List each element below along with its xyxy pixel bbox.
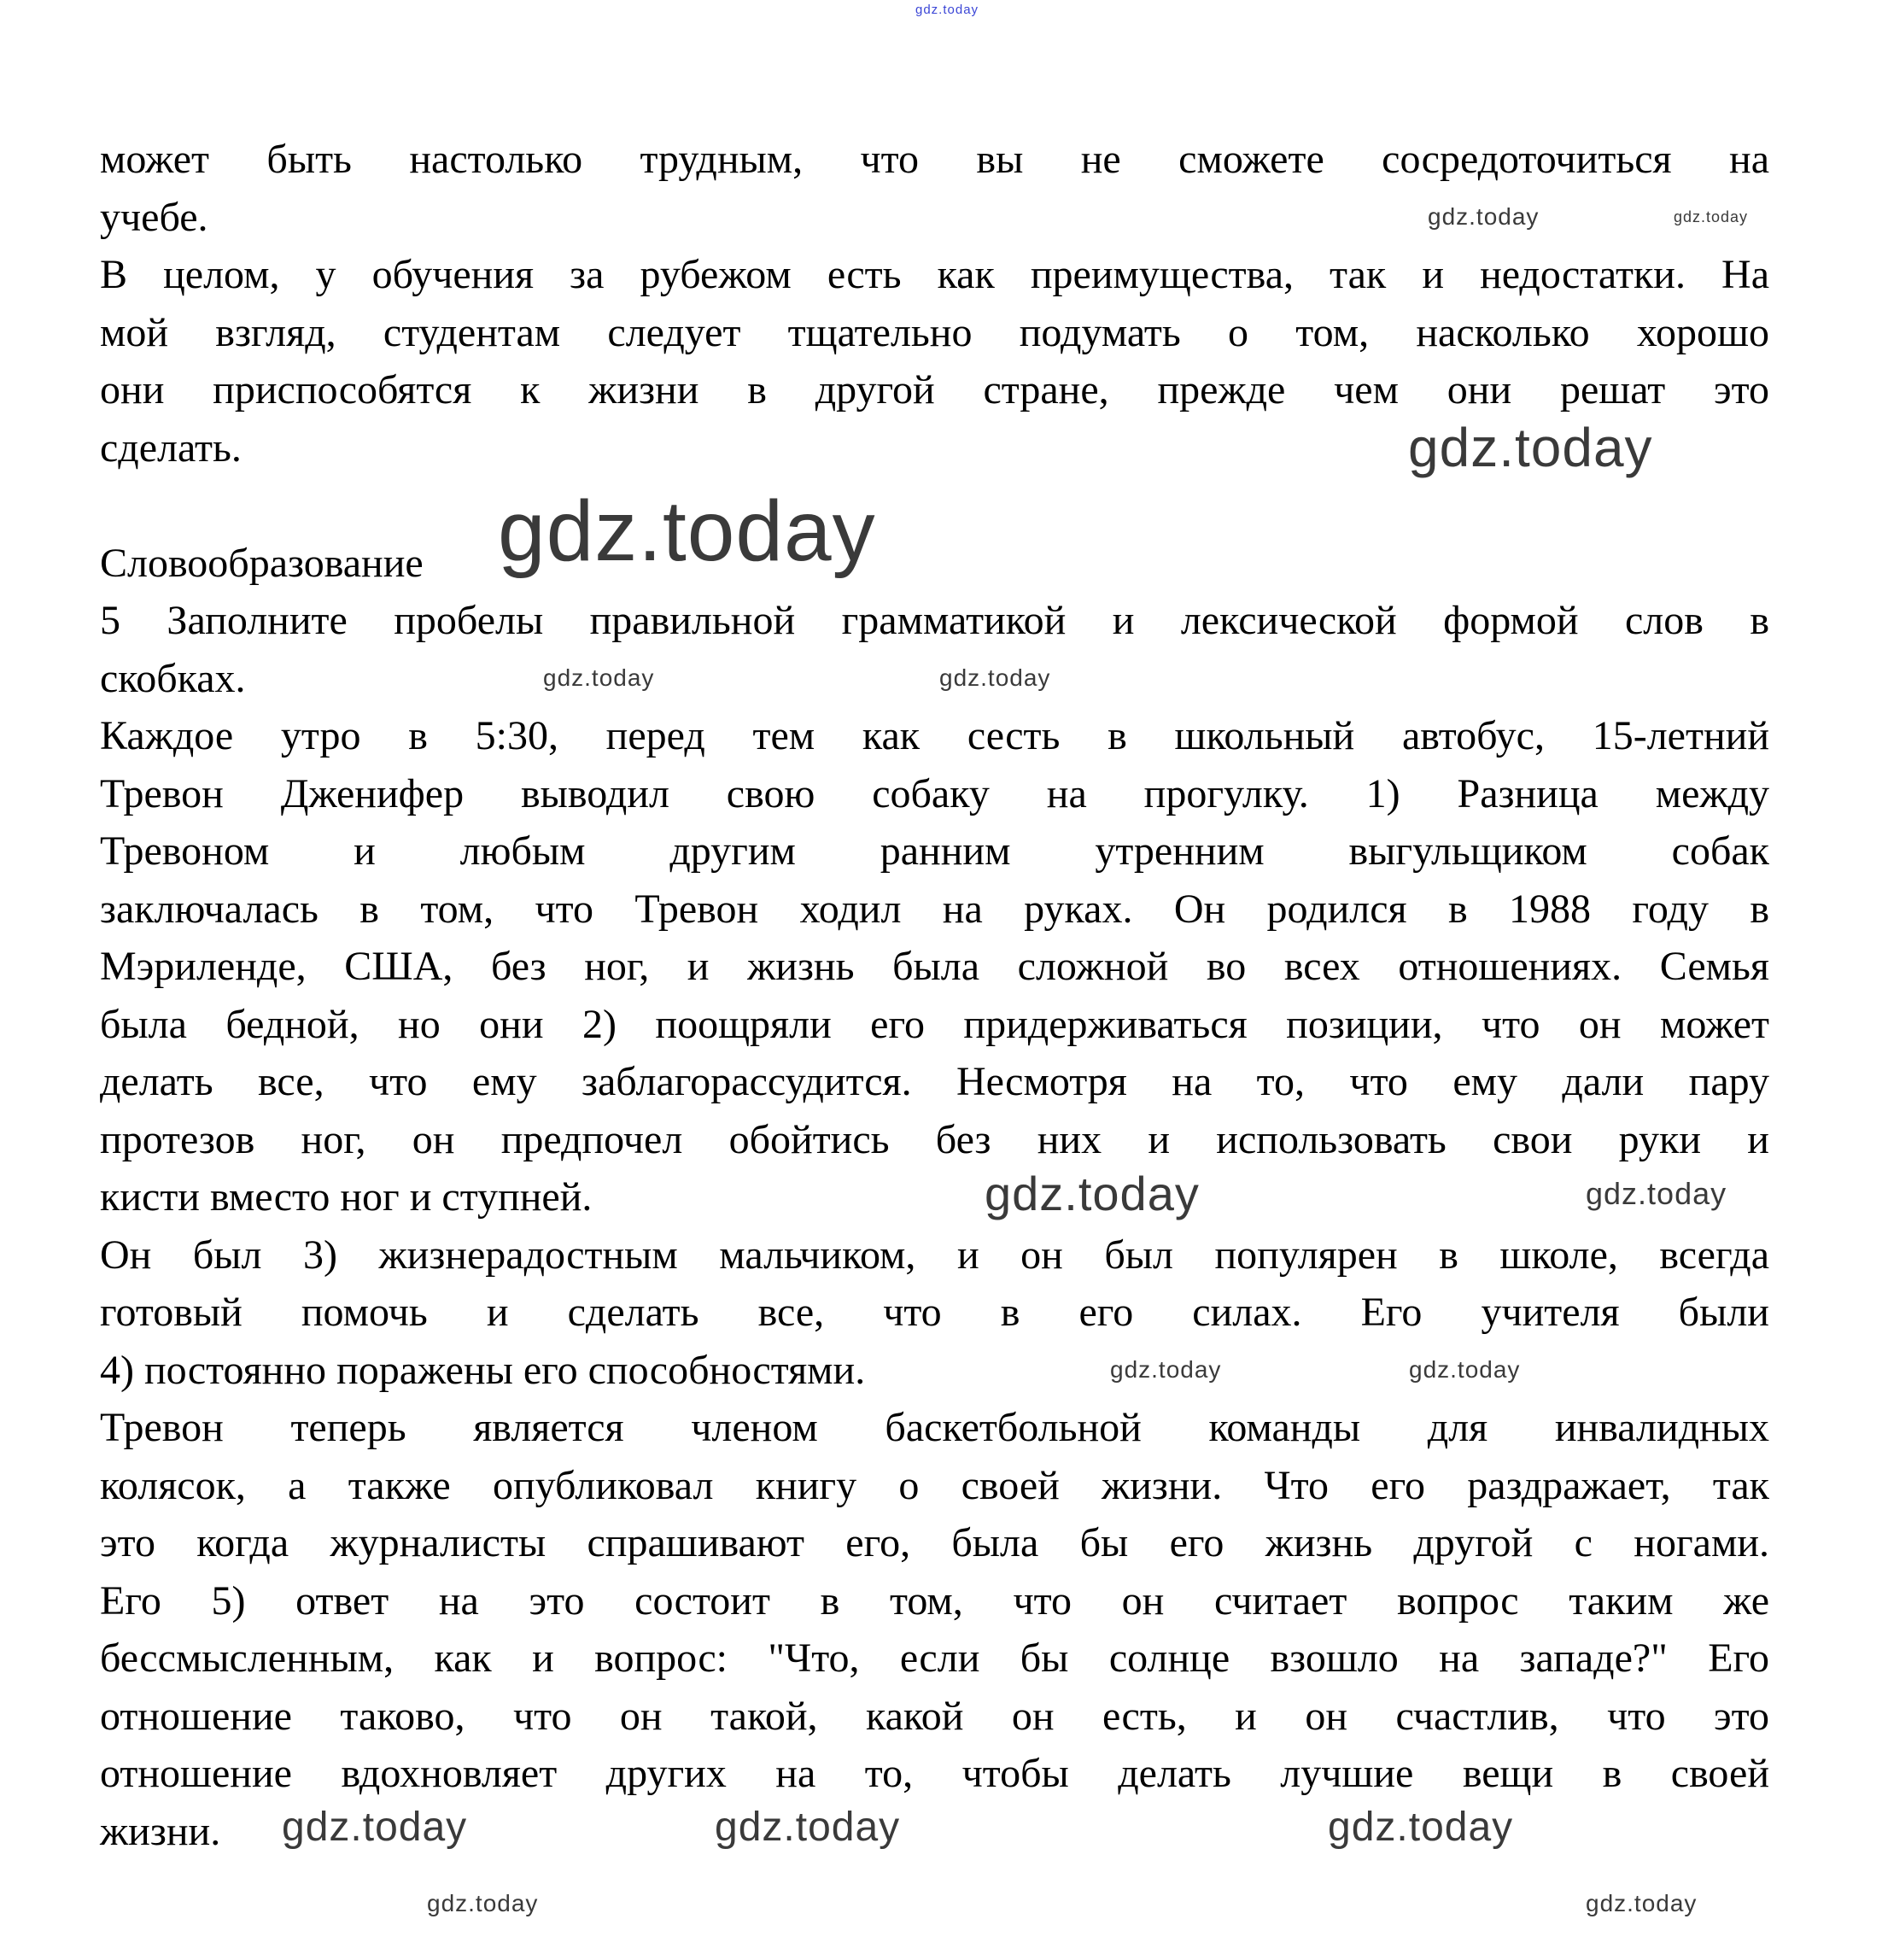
header-watermark: gdz.today (915, 3, 979, 17)
watermark: gdz.today (1409, 1356, 1521, 1383)
watermark: gdz.today (985, 1167, 1200, 1220)
watermark: gdz.today (1110, 1356, 1222, 1383)
text-line: это когда журналисты спрашивают его, была бы его жизнь другой с ногами. (100, 1520, 1769, 1565)
watermark: gdz.today (715, 1805, 901, 1850)
text-line: жизни. (100, 1808, 221, 1854)
watermark: gdz.today (498, 483, 876, 579)
watermark: gdz.today (1328, 1805, 1514, 1850)
watermark: gdz.today (1428, 203, 1540, 230)
text-line: скобках. (100, 655, 246, 701)
text-line: отношение таково, что он такой, какой он есть, и он счастлив, что это (100, 1693, 1769, 1739)
text-line: мой взгляд, студентам следует тщательно подумать о том, насколько хорошо (100, 309, 1769, 355)
text-line: была бедной, но они 2) поощряли его придерживаться позиции, что он может (100, 1001, 1769, 1047)
watermark: gdz.today (543, 664, 655, 691)
text-line: Каждое утро в 5:30, перед тем как сесть в школьный автобус, 15-летний (100, 713, 1769, 758)
text-line: Мэриленде, США, без ног, и жизнь была сложной во всех отношениях. Семья (100, 944, 1769, 989)
text-line: Тревон Дженифер выводил свою собаку на прогулку. 1) Разница между (100, 770, 1769, 816)
text-line: Тревоном и любым другим ранним утренним выгульщиком собак (100, 828, 1769, 874)
text-line: колясок, а также опубликовал книгу о своей жизни. Что его раздражает, так (100, 1462, 1769, 1508)
text-line: кисти вместо ног и ступней. (100, 1174, 593, 1220)
text-line: отношение вдохновляет других на то, чтобы делать лучшие вещи в своей (100, 1751, 1769, 1796)
watermark: gdz.today (1408, 417, 1653, 478)
watermark: gdz.today (939, 664, 1051, 691)
text-line: 4) постоянно поражены его способностями. (100, 1347, 866, 1393)
document-body (100, 131, 1769, 1860)
text-line: может быть настолько трудным, что вы не сможете сосредоточиться на (100, 137, 1769, 182)
text-line: Тревон теперь является членом баскетбольной команды для инвалидных (100, 1405, 1769, 1450)
text-line: Он был 3) жизнерадостным мальчиком, и он был популярен в школе, всегда (100, 1232, 1769, 1278)
text-line: они приспособятся к жизни в другой стране, прежде чем они решат это (100, 367, 1769, 412)
watermark: gdz.today (1586, 1176, 1727, 1211)
text-line: учебе. (100, 194, 208, 240)
text-line: заключалась в том, что Тревон ходил на руках. Он родился в 1988 году в (100, 886, 1769, 932)
text-line: готовый помочь и сделать все, что в его силах. Его учителя были (100, 1290, 1769, 1335)
watermark: gdz.today (427, 1890, 539, 1916)
text-line: Его 5) ответ на это состоит в том, что он считает вопрос таким же (100, 1577, 1769, 1624)
watermark: gdz.today (1586, 1890, 1698, 1916)
text-line: 5 Заполните пробелы правильной грамматикой и лексической формой слов в (100, 598, 1769, 643)
watermark: gdz.today (1674, 208, 1749, 225)
section-heading: Словообразование (100, 540, 424, 586)
watermark: gdz.today (282, 1805, 468, 1850)
text-line: бессмысленным, как и вопрос: "Что, если бы солнце взошло на западе?" Его (100, 1635, 1769, 1681)
text-line: протезов ног, он предпочел обойтись без них и использовать свои руки и (100, 1116, 1769, 1162)
text-line: делать все, что ему заблагорассудится. Несмотря на то, что ему дали пару (100, 1059, 1769, 1104)
text-line: сделать. (100, 424, 242, 471)
text-line: В целом, у обучения за рубежом есть как преимущества, так и недостатки. На (100, 252, 1769, 297)
